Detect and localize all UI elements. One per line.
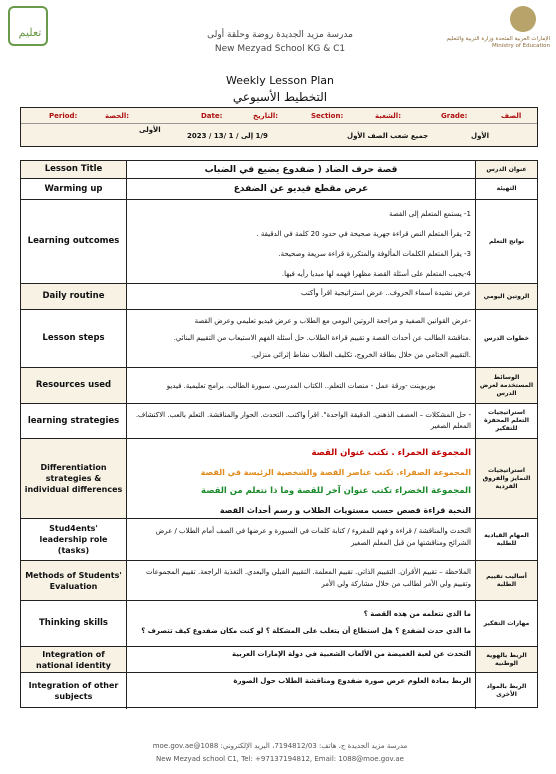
- outcome-item: 4-يجيب المتعلم على أسئلة القصة مظهرا فهمه لها مبديا رأيه فيها.: [281, 270, 471, 278]
- learning-strategies-label-ar: استراتيجيات التعلم المحفزة للتفكير: [475, 404, 537, 438]
- title-ar: التخطيط الأسبوعي: [232, 90, 328, 104]
- learning-strategies-label: learning strategies: [21, 404, 127, 438]
- leadership-value: التحدث والمناقشة / قراءة و فهم للمقروء / كتابة كلمات في السبورة و عرضها في الصف أمام الطلاب / عرض الشرائح ومناقشتها من قبل المعلم الصغير: [155, 527, 471, 547]
- learning-strategies-value: - حل المشكلات – العصف الذهني. الدقيقة الواحدة". اقرأ واكتب. التحدث. الحوار والمناقشة. التعلم بالعب. الاكتشاف. المعلم الصغير: [135, 411, 471, 430]
- differentiation-groups: [127, 439, 475, 518]
- period-label-ar: الحصة:: [105, 112, 130, 120]
- evaluation-label: Methods of Students' Evaluation: [21, 561, 127, 600]
- learning-outcomes-label: Learning outcomes: [21, 200, 127, 283]
- resources-value: بوربوينت -ورقة عمل - منصات التعلم.. الكتاب المدرسي. سبورة الطالب. برامج تعليمية. فيديو: [166, 381, 436, 390]
- row-evaluation: [21, 561, 537, 601]
- uae-emblem-icon: [510, 6, 536, 32]
- lesson-title-label: Lesson Title: [21, 161, 127, 178]
- resources-label: Resources used: [21, 368, 127, 403]
- national-identity-label: Integration of national identity: [21, 647, 127, 672]
- leadership-label: Stud4ents' leadership role (tasks): [21, 519, 127, 560]
- group-elite: النخبة قراءة قصص حسب مستويات الطلاب و رسم أحداث القصة: [219, 506, 471, 515]
- daily-routine-label-ar: الروتين اليومي: [475, 284, 537, 309]
- row-warming-up: [21, 179, 537, 200]
- other-subjects-label: Integration of other subjects: [21, 673, 127, 709]
- lesson-info-bar: [20, 107, 538, 147]
- outcome-item: 3- يقرأ المتعلم الكلمات المألوفة والمتكررة قراءة سريعة وصحيحة.: [278, 250, 471, 258]
- period-value: الأولى: [139, 126, 161, 134]
- row-learning-strategies: [21, 404, 537, 439]
- row-daily-routine: [21, 284, 537, 310]
- date-label: Date:: [201, 112, 223, 120]
- footer-contact-ar: مدرسة مزيد الجديدة ج، هاتف: 7194812/03، البريد الإلكتروني: 1088@moe.gov.ae: [152, 742, 408, 750]
- other-subjects-value: الربط بمادة العلوم عرض صورة ضفدوع ومناقشة الطلاب حول الصورة: [233, 677, 471, 685]
- row-differentiation: [21, 439, 537, 519]
- thinking-question: ما الذي نتعلمه من هذه القصة ؟: [363, 610, 471, 618]
- other-subjects-label-ar: الربط بالمواد الأخرى: [475, 673, 537, 709]
- lesson-steps-list: [127, 310, 475, 367]
- learning-outcomes-list: [127, 200, 475, 283]
- step-item: .التقييم الختامي من خلال بطاقة الخروج، تكليف الطلاب نشاط إثرائي منزلي.: [251, 351, 471, 359]
- grade-label-ar: الصف: [501, 112, 522, 120]
- info-labels-row: [21, 109, 537, 124]
- row-lesson-steps: [21, 310, 537, 368]
- group-red: المجموعة الحمراء . تكتب عنوان القصة: [311, 448, 471, 458]
- resources-label-ar: الوسائط المستخدمة لعرض الدرس: [475, 368, 537, 403]
- warming-up-value: عرض مقطع فيديو عن الضفدع: [233, 184, 369, 194]
- row-resources: [21, 368, 537, 404]
- lesson-steps-label: Lesson steps: [21, 310, 127, 367]
- outcome-item: 1- يستمع المتعلم إلى القصة: [389, 210, 471, 218]
- thinking-skills-list: [127, 601, 475, 646]
- lesson-title-label-ar: عنوان الدرس: [475, 161, 537, 178]
- school-name-ar: مدرسة مزيد الجديدة روضة وحلقة أولى: [207, 30, 353, 40]
- lesson-plan-table: [20, 160, 538, 708]
- differentiation-label-ar: استراتيجيات التمايز والفروق الفردية: [475, 439, 537, 518]
- row-lesson-title: [21, 161, 537, 179]
- school-name-en: New Mezyad School KG & C1: [214, 44, 346, 54]
- period-label: Period:: [49, 112, 78, 120]
- section-value: جميع شعب الصف الأول: [347, 132, 429, 140]
- thinking-skills-label-ar: مهارات التفكير: [475, 601, 537, 646]
- info-values-row: [21, 125, 537, 147]
- differentiation-label: Differentiation strategies & individual differences: [21, 439, 127, 518]
- row-learning-outcomes: [21, 200, 537, 284]
- date-label-ar: التاريخ:: [253, 112, 279, 120]
- step-item: .مناقشة الطالب عن أحداث القصة و تقييم قراءة الطلاب. حل أسئلة الفهم الاستيعاب من التقييم البنائي.: [173, 334, 471, 342]
- national-identity-label-ar: الربط بالهوية الوطنية: [475, 647, 537, 672]
- outcome-item: 2- يقرأ المتعلم النص قراءة جهرية صحيحة في حدود 20 كلمة في الدقيقة .: [256, 230, 471, 238]
- letterhead: [0, 0, 556, 70]
- row-leadership: [21, 519, 537, 561]
- leadership-label-ar: المهام القيادية للطلبة: [475, 519, 537, 560]
- ministry-name: الإمارات العربية المتحدة وزارة التربية والتعليم Ministry of Education: [446, 36, 550, 49]
- section-label: Section:: [311, 112, 344, 120]
- section-label-ar: الشعبة:: [375, 112, 402, 120]
- row-thinking-skills: [21, 601, 537, 647]
- group-green: المجموعة الخضراء تكتب عنوان آخر للقصة وما ذا نتعلم من القصة: [201, 486, 471, 496]
- row-other-subjects: [21, 673, 537, 709]
- taaleem-logo: [8, 6, 48, 46]
- thinking-skills-label: Thinking skills: [21, 601, 127, 646]
- national-identity-value: التحدث عن لعبة الغميضة من الألعاب الشعبية في دولة الإمارات العربية: [232, 650, 471, 658]
- learning-outcomes-label-ar: نواتج التعلم: [475, 200, 537, 283]
- warming-up-label-ar: التهيئة: [475, 179, 537, 199]
- grade-value: الأول: [471, 132, 490, 140]
- logo-text: تعليم: [18, 26, 42, 39]
- title-en: Weekly Lesson Plan: [226, 74, 334, 87]
- group-yellow: المجموعة الصفراء. تكتب عناصر القصة والشخصية الرئيسة في القصة: [200, 468, 471, 477]
- thinking-question: ما الذي حدث لضفدع ؟ هل استطاع أن يتغلب على المشكلة ؟ لو كنت مكان ضفدوع كيف تتصرف ؟: [141, 627, 471, 635]
- row-national-identity: [21, 647, 537, 673]
- daily-routine-value: عرض نشيدة أسماء الحروف.. عرض استراتيجية اقرأ وأكتب: [301, 289, 471, 297]
- evaluation-label-ar: أساليب تقييم الطلبة: [475, 561, 537, 600]
- daily-routine-label: Daily routine: [21, 284, 127, 309]
- date-value: 1/9 إلى / 1 /13 / 2023: [187, 132, 268, 140]
- evaluation-value: الملاحظة – تقييم الأقران. التقييم الذاتي. تقييم المعلمة. التقييم القبلي والبعدي. التغذية الراجعة. تقييم المجموعات وتقييم ولي الأمر لطالب من خلال مشاركة ولي الأمر: [145, 568, 471, 588]
- lesson-steps-label-ar: خطوات الدرس: [475, 310, 537, 367]
- grade-label: Grade:: [441, 112, 468, 120]
- warming-up-label: Warming up: [21, 179, 127, 199]
- lesson-title-value: قصة حرف الضاد ( ضفدوع يضيع في الضباب: [204, 164, 398, 175]
- footer-contact-en: New Mezyad school C1, Tel: +97137194812, Email: 1088@moe.gov.ae: [156, 755, 404, 763]
- step-item: -عرض القوانين الصفية و مراجعة الروتين اليومي مع الطلاب و عرض فيديو تعليمي وعرض القصة: [194, 317, 471, 325]
